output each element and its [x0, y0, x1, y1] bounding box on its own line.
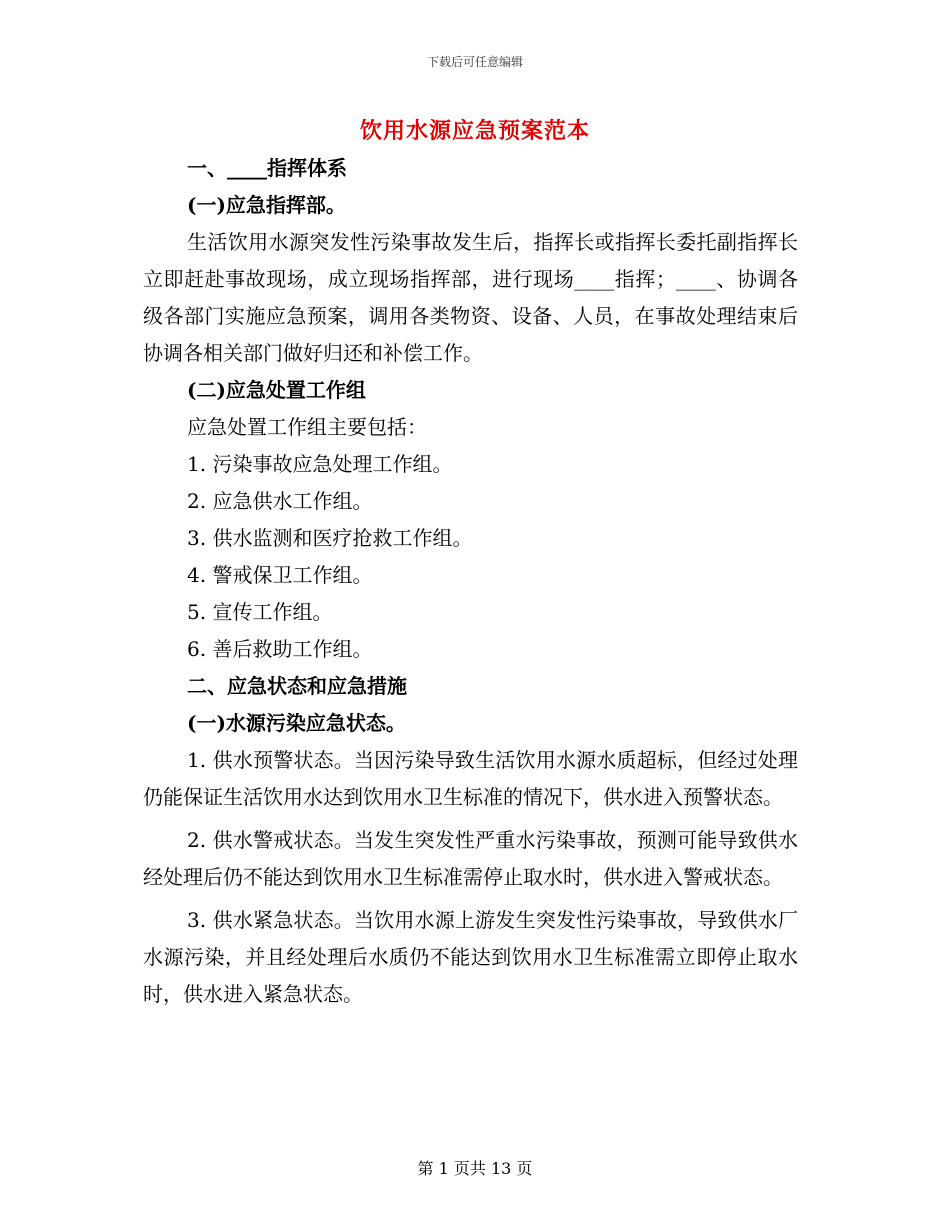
list-item: 6. 善后救助工作组。: [187, 637, 373, 661]
list-item: 1. 污染事故应急处理工作组。: [187, 452, 453, 476]
paragraph: 2. 供水警戒状态。当发生突发性严重水污染事故，预测可能导致供水经处理后仍不能达到饮用水卫生标准需停止取水时，供水进入警戒状态。: [143, 828, 798, 889]
page-footer: 第 1 页共 13 页: [417, 1159, 533, 1178]
paragraph: 1. 供水预警状态。当因污染导致生活饮用水源水质超标，但经过处理仍能保证生活饮用水达到饮用水卫生标准的情况下，供水进入预警状态。: [143, 748, 798, 809]
list-item: 2. 应急供水工作组。: [187, 489, 373, 513]
list-item: 4. 警戒保卫工作组。: [187, 563, 373, 587]
subsection-heading-1-1: (一)应急指挥部。: [187, 193, 346, 217]
paragraph: 3. 供水紧急状态。当饮用水源上游发生突发性污染事故，导致供水厂水源污染，并且经处理后水质仍不能达到饮用水卫生标准需立即停止取水时，供水进入紧急状态。: [143, 908, 798, 1006]
subsection-heading-2-1: (一)水源污染应急状态。: [187, 711, 406, 735]
document-body: [143, 150, 798, 1013]
section-heading-1: 一、____指挥体系: [187, 156, 347, 180]
section-heading-2: 二、应急状态和应急措施: [187, 674, 407, 698]
list-item: 5. 宣传工作组。: [187, 600, 333, 624]
subsection-heading-1-2: (二)应急处置工作组: [187, 378, 366, 402]
header-note: 下载后可任意编辑: [426, 55, 523, 69]
list-item: 3. 供水监测和医疗抢救工作组。: [187, 526, 473, 550]
paragraph: 应急处置工作组主要包括：: [187, 415, 427, 439]
paragraph: 生活饮用水源突发性污染事故发生后，指挥长或指挥长委托副指挥长立即赶赴事故现场，成立现场指挥部，进行现场____指挥；____、协调各级各部门实施应急预案，调用各类物资、设备、人员，在事故处理结束后协调各相关部门做好归还和补偿工作。: [143, 230, 798, 365]
document-title: 饮用水源应急预案范本: [359, 118, 590, 144]
